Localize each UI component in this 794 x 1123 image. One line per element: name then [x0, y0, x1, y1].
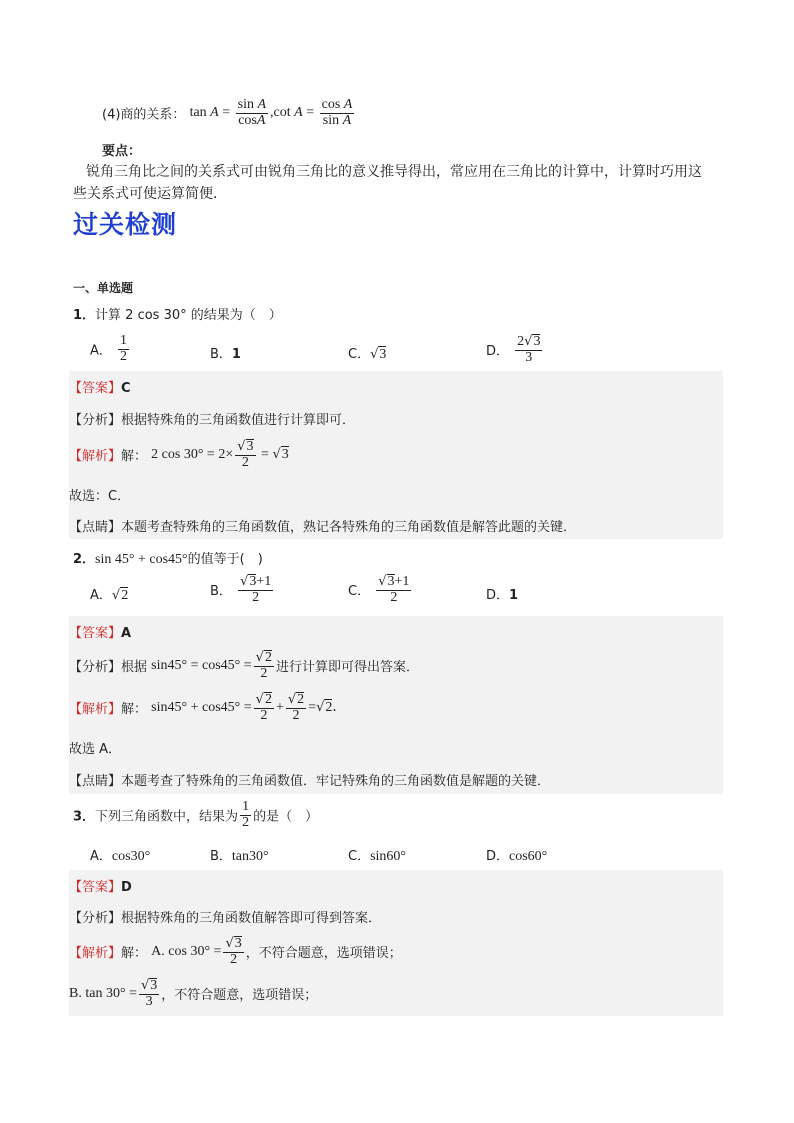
cot-fraction: $\frac{\text{cos A}}{\text{sin A}}$	[321, 97, 353, 128]
quotient-label: (4)商的关系：	[102, 107, 186, 123]
option-b: B．tan30°	[210, 849, 269, 864]
solution-row-b: B. tan 30° = $\frac{√3}{3}$ ，不符合题意，选项错误；	[69, 978, 318, 1009]
q1-options	[90, 334, 710, 368]
option-b: B．1	[210, 347, 241, 362]
option-c: C． $\frac{√3+1}{2}$	[348, 574, 410, 605]
key-points-line1: 锐角三角比之间的关系式可由锐角三角比的意义推导得出，常应用在三角比的计算中，计算时巧用这	[86, 164, 702, 180]
option-a: A．cos30°	[90, 849, 151, 864]
q2-answer-panel	[69, 616, 723, 794]
question-1	[73, 304, 282, 323]
quotient-relation-line	[102, 98, 356, 128]
tan-formula: tan A = $\frac{\text{sin A}}{\cos A}$ ,cot A = $\frac{\text{cos A}}{\text{sin A}}$	[189, 97, 353, 128]
question-text: 的值等于( )	[187, 552, 263, 567]
analysis-row: 【分析】根据特殊角的三角函数值进行计算即可．	[69, 413, 356, 428]
key-points-line2: 些关系式可使运算简便．	[73, 186, 227, 202]
q3-options	[90, 845, 710, 865]
answer-row: 【答案】D	[69, 880, 132, 895]
choice-row: 故选：C．	[69, 489, 131, 504]
choice-row: 故选 A．	[69, 742, 122, 757]
q1-answer-panel	[69, 371, 723, 539]
question-number: 2．	[73, 552, 96, 567]
question-number: 1．	[73, 308, 96, 323]
question-text: 计算 2 cos 30° 的结果为（ ）	[95, 308, 282, 323]
answer-row: 【答案】C	[69, 381, 131, 396]
section-title: 过关检测	[73, 210, 178, 239]
option-c: C．√3	[348, 347, 387, 362]
option-d: D．1	[486, 588, 519, 603]
solution-row: 【解析】解： sin45° + cos45° = $\frac{√2}{2}$ + $\frac{√2}{2}$ =√2．	[69, 692, 347, 723]
subsection-title: 一、单选题	[73, 281, 134, 295]
key-points-label: 要点：	[102, 144, 142, 159]
option-d: D．cos60°	[486, 849, 548, 864]
question-3: 3．下列三角函数中，结果为 $\frac{1}{2}$ 的是（ ）	[73, 799, 319, 830]
option-c: C．sin60°	[348, 849, 407, 864]
question-number: 3．	[73, 809, 96, 825]
analysis-row: 【分析】根据特殊角的三角函数值解答即可得到答案．	[69, 911, 382, 926]
option-d: D． $\frac{2√3}{3}$	[486, 334, 541, 365]
comment-row: 【点睛】本题考查特殊角的三角函数值，熟记各特殊角的三角函数值是解答此题的关键．	[69, 520, 577, 535]
question-2: 2．sin 45° + cos45°的值等于( )	[73, 552, 263, 567]
answer-row: 【答案】A	[69, 626, 132, 641]
tan-fraction: $\frac{\text{sin A}}{\cos A}$	[237, 97, 267, 128]
q2-options	[90, 574, 710, 610]
comment-row: 【点睛】本题考查了特殊角的三角函数值．牢记特殊角的三角函数值是解题的关键．	[69, 774, 551, 789]
analysis-row: 【分析】根据 sin45° = cos45° = $\frac{√2}{2}$ 进行计算即可得出答案．	[69, 650, 419, 681]
solution-row: 【解析】解： A. cos 30° = $\frac{√3}{2}$ ，不符合题意，选项错误；	[69, 936, 402, 967]
solution-row: 【解析】解： 2 cos 30° = 2× $\frac{√3}{2}$ = √3	[69, 439, 289, 470]
question-text: 下列三角函数中，结果为	[95, 809, 239, 825]
option-a: A．√2	[90, 588, 129, 603]
q3-answer-panel	[69, 870, 723, 1016]
option-a: A． $\frac{1}{2}$	[90, 333, 128, 364]
option-b: B． $\frac{√3+1}{2}$	[210, 574, 272, 605]
